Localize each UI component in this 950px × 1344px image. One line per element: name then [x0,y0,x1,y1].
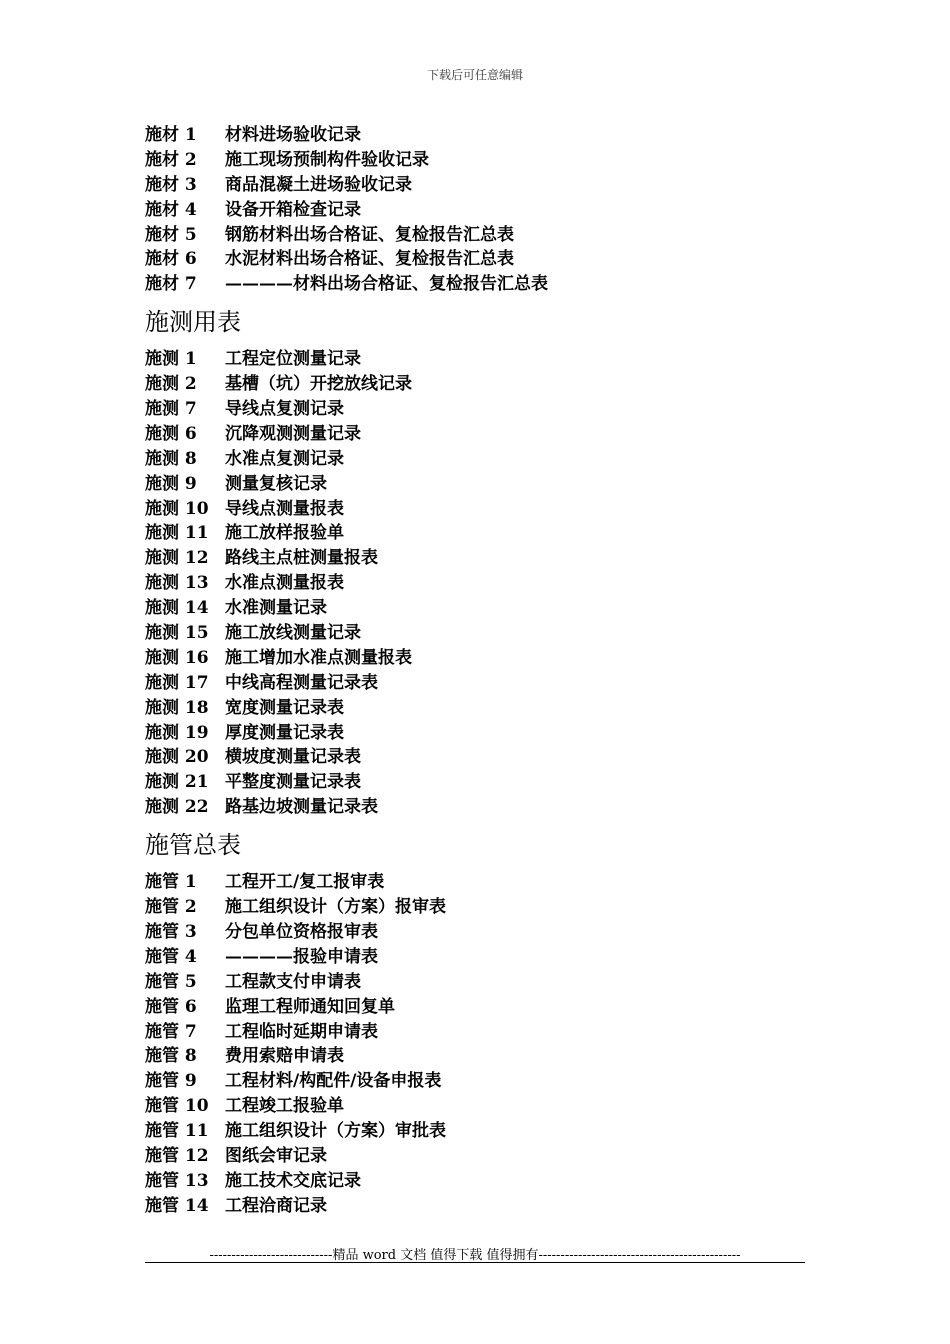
item-title: 商品混凝土进场验收记录 [225,174,412,195]
item-title: 水泥材料出场合格证、复检报告汇总表 [225,249,514,270]
item-code: 施管 8 [145,1046,197,1067]
list-item [145,671,805,696]
item-title: 工程款支付申请表 [225,971,361,992]
document-body [145,123,805,1219]
list-item [145,223,805,248]
item-title: 基槽（坑）开挖放线记录 [225,374,412,395]
item-code: 施测 16 [145,647,209,668]
item-title: 横坡度测量记录表 [225,747,361,768]
item-title: ————材料出场合格证、复检报告汇总表 [225,274,548,295]
item-code: 施测 18 [145,697,209,718]
list-item [145,148,805,173]
item-code: 施管 1 [145,872,197,893]
section-heading: 施管总表 [145,831,241,860]
item-code: 施测 15 [145,623,209,644]
list-item [145,696,805,721]
list-item [145,472,805,497]
item-code: 施材 2 [145,149,197,170]
item-title: 路基边坡测量记录表 [225,797,378,818]
item-code: 施测 10 [145,498,209,519]
item-title: 平整度测量记录表 [225,772,361,793]
list-item [145,571,805,596]
list-item [145,1094,805,1119]
item-title: 施工放线测量记录 [225,623,361,644]
item-code: 施管 12 [145,1145,209,1166]
list-item [145,745,805,770]
item-title: 中线高程测量记录表 [225,672,378,693]
item-title: 厚度测量记录表 [225,722,344,743]
item-title: 水准测量记录 [225,598,327,619]
item-code: 施管 9 [145,1071,197,1092]
item-title: 工程竣工报验单 [225,1096,344,1117]
list-item [145,173,805,198]
item-title: 施工增加水准点测量报表 [225,647,412,668]
list-item [145,1020,805,1045]
list-item [145,1144,805,1169]
item-code: 施管 4 [145,946,197,967]
item-code: 施材 1 [145,125,197,145]
item-title: 施工组织设计（方案）报审表 [225,897,446,918]
item-title: 宽度测量记录表 [225,697,344,718]
item-code: 施材 7 [145,274,197,295]
item-title: 水准点测量报表 [225,573,344,594]
section-heading: 施测用表 [145,308,241,337]
item-title: 分包单位资格报审表 [225,921,378,942]
item-code: 施管 3 [145,921,197,942]
item-code: 施测 22 [145,797,209,818]
item-code: 施测 11 [145,523,209,544]
item-title: 施工组织设计（方案）审批表 [225,1121,446,1142]
item-code: 施材 4 [145,199,197,220]
list-item [145,546,805,571]
item-code: 施测 12 [145,548,209,569]
item-title: 路线主点桩测量报表 [225,548,378,569]
list-item [145,372,805,397]
item-title: 工程洽商记录 [225,1195,327,1216]
list-item [145,770,805,795]
item-code: 施管 7 [145,1021,197,1042]
item-code: 施测 17 [145,672,209,693]
page-footer: ----------------------------精品 word 文档 值得下载 值得拥有---------------------------------------------- [209,1248,741,1263]
list-item [145,1044,805,1069]
item-title: 施工放样报验单 [225,523,344,544]
item-title: 图纸会审记录 [225,1145,327,1166]
item-title: 施工技术交底记录 [225,1170,361,1191]
item-code: 施测 7 [145,399,197,420]
item-title: 工程开工/复工报审表 [225,872,385,893]
item-code: 施管 6 [145,996,197,1017]
item-title: 监理工程师通知回复单 [225,996,395,1017]
item-title: 材料进场验收记录 [225,125,361,145]
item-title: 施工现场预制构件验收记录 [225,149,429,170]
item-code: 施材 3 [145,174,197,195]
item-code: 施管 11 [145,1121,209,1142]
list-item [145,521,805,546]
list-item [145,646,805,671]
item-code: 施测 21 [145,772,209,793]
list-item [145,621,805,646]
item-code: 施材 5 [145,224,197,245]
list-item [145,272,805,297]
item-title: 费用索赔申请表 [225,1046,344,1067]
list-item [145,596,805,621]
item-title: 工程材料/构配件/设备申报表 [225,1071,442,1092]
item-code: 施测 6 [145,423,197,444]
item-code: 施测 9 [145,473,197,494]
item-code: 施测 8 [145,448,197,469]
list-item [145,422,805,447]
list-item [145,945,805,970]
list-item [145,447,805,472]
list-item [145,895,805,920]
item-title: 水准点复测记录 [225,448,344,469]
list-item [145,1194,805,1219]
item-title: 钢筋材料出场合格证、复检报告汇总表 [225,224,514,245]
list-item [145,1119,805,1144]
list-item [145,198,805,223]
section-management [145,820,805,1218]
list-item [145,347,805,372]
item-code: 施测 19 [145,722,209,743]
item-code: 施测 13 [145,573,209,594]
item-code: 施管 2 [145,897,197,918]
item-title: 工程定位测量记录 [225,349,361,370]
item-code: 施材 6 [145,249,197,270]
item-title: 设备开箱检查记录 [225,199,361,220]
item-title: 工程临时延期申请表 [225,1021,378,1042]
footer-divider [145,1262,805,1263]
list-item [145,1069,805,1094]
list-item [145,870,805,895]
list-item [145,123,805,148]
list-item [145,995,805,1020]
item-title: 沉降观测测量记录 [225,423,361,444]
list-item [145,397,805,422]
item-code: 施管 10 [145,1096,209,1117]
list-item [145,970,805,995]
list-item [145,497,805,522]
item-code: 施管 5 [145,971,197,992]
item-code: 施测 20 [145,747,209,768]
item-title: 导线点测量报表 [225,498,344,519]
item-code: 施测 2 [145,374,197,395]
item-title: 测量复核记录 [225,473,327,494]
section-survey [145,297,805,820]
item-title: ————报验申请表 [225,946,378,967]
section-materials [145,123,805,297]
list-item [145,247,805,272]
item-title: 导线点复测记录 [225,399,344,420]
item-code: 施管 14 [145,1195,209,1216]
list-item [145,721,805,746]
page-header: 下载后可任意编辑 [426,68,523,82]
item-code: 施测 1 [145,349,197,370]
list-item [145,920,805,945]
list-item [145,1169,805,1194]
item-code: 施管 13 [145,1170,209,1191]
item-code: 施测 14 [145,598,209,619]
list-item [145,795,805,820]
